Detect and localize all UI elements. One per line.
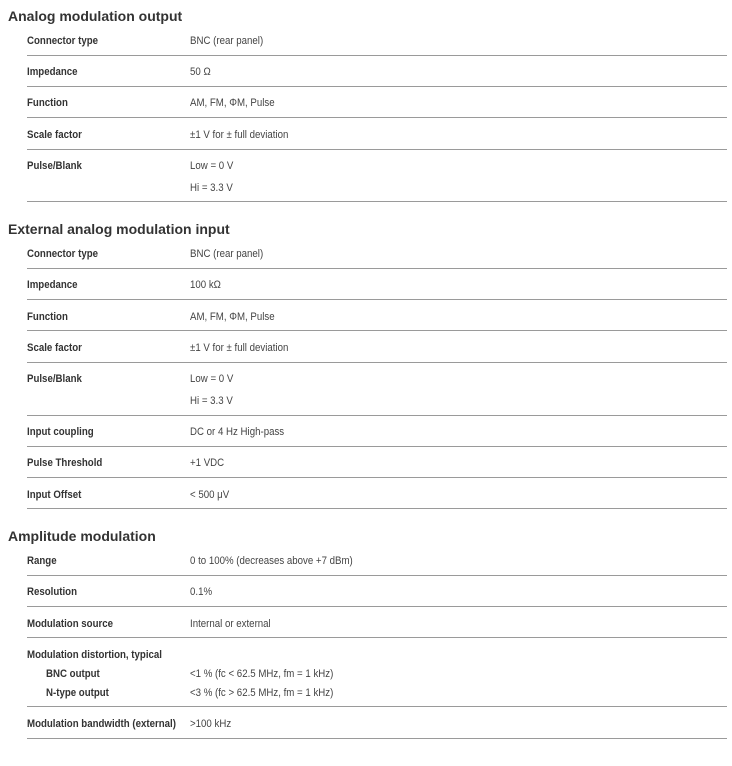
- row-value-scale-factor: ±1 V for ± full deviation: [190, 342, 289, 354]
- row-label-modulation-source: Modulation source: [27, 618, 114, 630]
- row-value-connector-type: BNC (rear panel): [190, 248, 264, 260]
- row-label-connector-type: Connector type: [27, 248, 99, 260]
- row-value-pulse-low: Low = 0 V: [190, 373, 234, 385]
- row-divider: [27, 606, 727, 607]
- row-label-resolution: Resolution: [27, 586, 78, 598]
- row-label-pulse-blank: Pulse/Blank: [27, 160, 82, 172]
- row-value-function: AM, FM, ΦM, Pulse: [190, 311, 275, 323]
- row-label-input-offset: Input Offset: [27, 489, 82, 501]
- row-divider: [27, 55, 727, 56]
- row-label-scale-factor: Scale factor: [27, 129, 82, 141]
- row-divider: [27, 575, 727, 576]
- row-value-pulse-low: Low = 0 V: [190, 160, 234, 172]
- row-divider: [27, 330, 727, 331]
- row-divider: [27, 637, 727, 638]
- row-label-impedance: Impedance: [27, 66, 78, 78]
- row-value-pulse-threshold: +1 VDC: [190, 457, 225, 469]
- row-value-pulse-hi: Hi = 3.3 V: [190, 395, 233, 407]
- row-divider: [27, 738, 727, 739]
- section-title-amplitude-modulation: Amplitude modulation: [8, 528, 156, 544]
- row-value-modulation-source: Internal or external: [190, 618, 271, 630]
- subrow-label-bnc-output: BNC output: [46, 668, 100, 680]
- row-divider: [27, 446, 727, 447]
- row-divider: [27, 706, 727, 707]
- row-value-connector-type: BNC (rear panel): [190, 35, 264, 47]
- row-divider: [27, 508, 727, 509]
- row-label-impedance: Impedance: [27, 279, 78, 291]
- row-label-function: Function: [27, 97, 68, 109]
- row-value-resolution: 0.1%: [190, 586, 213, 598]
- row-label-pulse-threshold: Pulse Threshold: [27, 457, 103, 469]
- row-value-range: 0 to 100% (decreases above +7 dBm): [190, 555, 353, 567]
- subrow-value-bnc-output: <1 % (fc < 62.5 MHz, fm = 1 kHz): [190, 668, 334, 680]
- row-value-impedance: 50 Ω: [190, 66, 211, 78]
- row-label-range: Range: [27, 555, 57, 567]
- row-divider: [27, 362, 727, 363]
- row-label-scale-factor: Scale factor: [27, 342, 82, 354]
- row-divider: [27, 201, 727, 202]
- row-divider: [27, 117, 727, 118]
- row-label-pulse-blank: Pulse/Blank: [27, 373, 82, 385]
- row-value-modulation-bandwidth: >100 kHz: [190, 718, 232, 730]
- row-label-input-coupling: Input coupling: [27, 426, 94, 438]
- row-divider: [27, 268, 727, 269]
- subrow-value-n-type-output: <3 % (fc > 62.5 MHz, fm = 1 kHz): [190, 687, 334, 699]
- row-label-modulation-distortion: Modulation distortion, typical: [27, 649, 162, 661]
- row-divider: [27, 477, 727, 478]
- row-value-input-coupling: DC or 4 Hz High-pass: [190, 426, 285, 438]
- row-value-impedance: 100 kΩ: [190, 279, 221, 291]
- row-label-modulation-bandwidth: Modulation bandwidth (external): [27, 718, 176, 730]
- row-value-function: AM, FM, ΦM, Pulse: [190, 97, 275, 109]
- subrow-label-n-type-output: N-type output: [46, 687, 109, 699]
- row-label-connector-type: Connector type: [27, 35, 99, 47]
- row-divider: [27, 149, 727, 150]
- row-value-pulse-hi: Hi = 3.3 V: [190, 182, 233, 194]
- row-value-scale-factor: ±1 V for ± full deviation: [190, 129, 289, 141]
- row-value-input-offset: < 500 μV: [190, 489, 230, 501]
- section-title-analog-output: Analog modulation output: [8, 8, 183, 24]
- row-label-function: Function: [27, 311, 68, 323]
- row-divider: [27, 415, 727, 416]
- row-divider: [27, 299, 727, 300]
- row-divider: [27, 86, 727, 87]
- section-title-external-input: External analog modulation input: [8, 221, 230, 237]
